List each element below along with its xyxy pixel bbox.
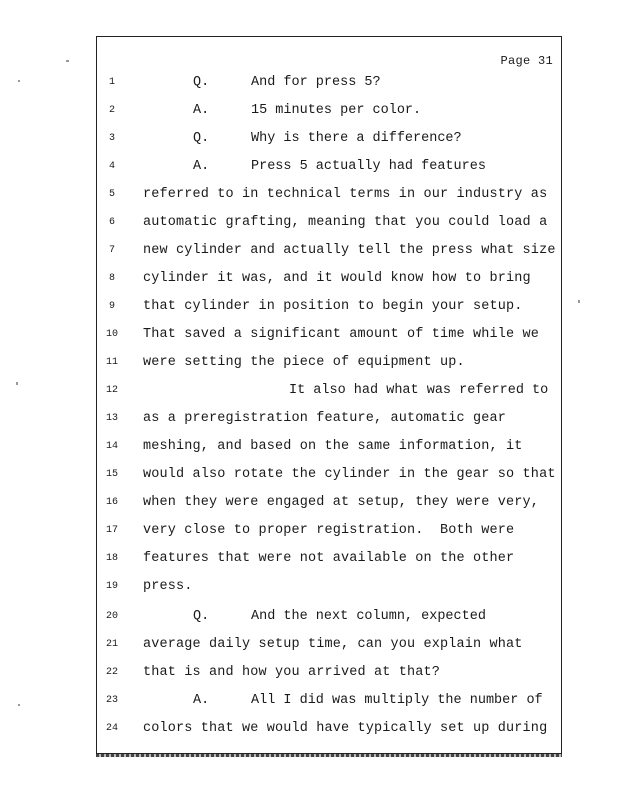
line-number: 13 [105,413,118,424]
line-number: 22 [105,667,118,678]
transcript-line [97,355,561,375]
transcript-line [97,467,561,487]
line-text: And for press 5? [251,75,381,90]
line-text: were setting the piece of equipment up. [143,355,465,370]
line-number: 2 [108,105,115,116]
speaker-label: A. [193,693,210,708]
transcript-line [97,243,561,263]
line-text: that cylinder in position to begin your setup. [143,299,523,314]
transcript-line [97,159,561,179]
line-number: 21 [105,639,118,650]
line-text: would also rotate the cylinder in the gear so that [143,467,556,482]
scan-speck [578,300,580,303]
line-text: cylinder it was, and it would know how to bring [143,271,531,286]
line-text: press. [143,579,193,594]
line-text: that is and how you arrived at that? [143,665,441,680]
line-number: 1 [108,77,115,88]
line-number: 9 [108,301,115,312]
scan-speck [18,704,20,706]
line-text: That saved a significant amount of time while we [143,327,540,342]
line-number: 10 [105,329,118,340]
transcript-line [97,327,561,347]
transcript-line [97,75,561,95]
scan-speck [66,60,69,62]
line-text: new cylinder and actually tell the press what size [143,243,556,258]
line-text: average daily setup time, can you explain what [143,637,523,652]
line-number: 4 [108,161,115,172]
line-text: It also had what was referred to [289,383,549,398]
line-number: 14 [105,441,118,452]
transcript-line [97,721,561,741]
transcript-line [97,299,561,319]
transcript-line [97,131,561,151]
transcript-line [97,215,561,235]
transcript-line [97,579,561,599]
line-number: 16 [105,497,118,508]
transcript-line [97,187,561,207]
line-number: 7 [108,245,115,256]
transcript-page [96,36,562,754]
transcript-line [97,439,561,459]
line-text: automatic grafting, meaning that you could load a [143,215,548,230]
speaker-label: Q. [193,131,210,146]
transcript-line [97,637,561,657]
line-number: 20 [105,611,118,622]
line-number: 15 [105,469,118,480]
line-number: 12 [105,385,118,396]
transcript-line [97,665,561,685]
page-number: Page 31 [500,54,553,68]
line-number: 17 [105,525,118,536]
scan-speck [18,80,20,82]
speaker-label: A. [193,103,210,118]
line-number: 24 [105,723,118,734]
line-text: And the next column, expected [251,609,486,624]
speaker-label: Q. [193,609,210,624]
line-number: 3 [108,133,115,144]
transcript-line [97,411,561,431]
line-text: meshing, and based on the same information, it [143,439,523,454]
line-text: 15 minutes per color. [251,103,422,118]
line-number: 6 [108,217,115,228]
transcript-line [97,271,561,291]
line-text: when they were engaged at setup, they were very, [143,495,540,510]
speaker-label: Q. [193,75,210,90]
transcript-line [97,495,561,515]
line-text: very close to proper registration. Both were [143,523,515,538]
line-text: features that were not available on the other [143,551,515,566]
line-number: 23 [105,695,118,706]
transcript-line [97,693,561,713]
transcript-line [97,523,561,543]
line-number: 18 [105,553,118,564]
speaker-label: A. [193,159,210,174]
line-number: 19 [105,581,118,592]
line-text: as a preregistration feature, automatic gear [143,411,507,426]
transcript-line [97,551,561,571]
line-text: All I did was multiply the number of [251,693,543,708]
line-number: 11 [105,357,118,368]
page-bottom-edge [96,754,562,757]
transcript-line [97,383,561,403]
scan-speck [16,382,18,385]
line-text: referred to in technical terms in our industry as [143,187,548,202]
line-text: colors that we would have typically set up during [143,721,548,736]
line-number: 5 [108,189,115,200]
line-number: 8 [108,273,115,284]
transcript-line [97,103,561,123]
line-text: Why is there a difference? [251,131,462,146]
transcript-line [97,609,561,629]
line-text: Press 5 actually had features [251,159,486,174]
